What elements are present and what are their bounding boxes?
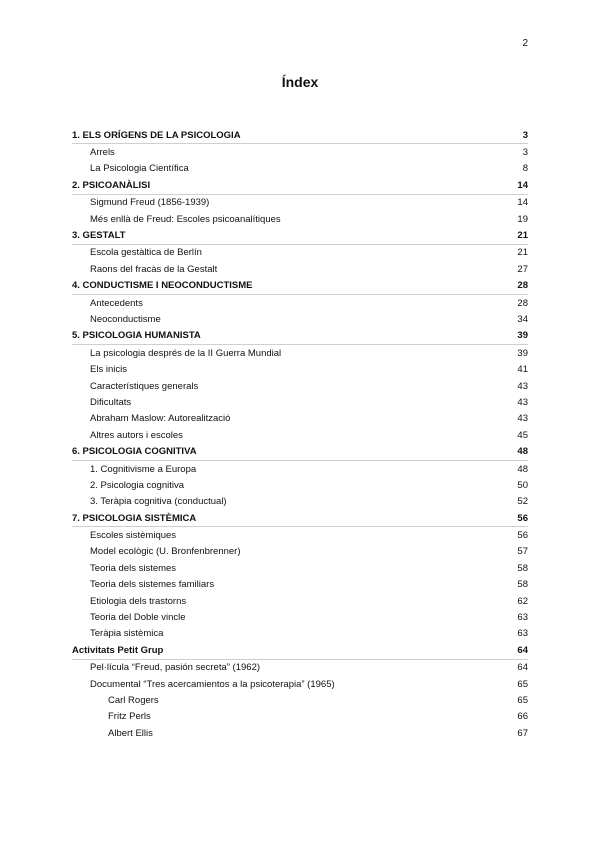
toc-entry-page: 64	[517, 662, 528, 674]
toc-subsection-entry	[72, 560, 528, 576]
toc-entry-label: 3. Teràpia cognitiva (conductual)	[90, 496, 227, 508]
toc-entry-page: 58	[517, 562, 528, 574]
toc-entry-label: Carl Rogers	[108, 694, 159, 706]
toc-entry-label: Abraham Maslow: Autorealització	[90, 413, 231, 425]
table-of-contents	[72, 127, 528, 741]
toc-subsection-entry	[72, 394, 528, 410]
toc-entry-page: 64	[517, 644, 528, 656]
toc-section-entry	[72, 328, 528, 345]
toc-entry-page: 43	[517, 380, 528, 392]
toc-entry-page: 39	[517, 347, 528, 359]
toc-subsection-entry	[72, 161, 528, 177]
toc-entry-label: Pel·lícula “Freud, pasión secreta” (1962)	[90, 662, 261, 674]
toc-entry-page: 28	[517, 280, 528, 292]
toc-entry-page: 45	[517, 429, 528, 441]
toc-subsection-entry	[72, 725, 528, 741]
toc-subsection-entry	[72, 676, 528, 692]
toc-subsection-entry	[72, 709, 528, 725]
toc-entry-label: Arrels	[90, 147, 115, 159]
toc-subsection-entry	[72, 211, 528, 227]
toc-subsection-entry	[72, 593, 528, 609]
toc-entry-page: 48	[517, 463, 528, 475]
toc-entry-page: 66	[517, 711, 528, 723]
page-title: Índex	[281, 74, 319, 90]
toc-entry-page: 58	[517, 579, 528, 591]
toc-entry-label: Dificultats	[90, 396, 132, 408]
toc-entry-page: 52	[517, 496, 528, 508]
toc-entry-page: 56	[517, 512, 528, 524]
toc-entry-label: Etiologia dels trastorns	[90, 595, 187, 607]
toc-subsection-entry	[72, 427, 528, 443]
toc-section-entry	[72, 127, 528, 144]
toc-subsection-entry	[72, 345, 528, 361]
toc-entry-page: 19	[517, 213, 528, 225]
toc-entry-page: 56	[517, 530, 528, 542]
toc-subsection-entry	[72, 544, 528, 560]
toc-entry-page: 3	[522, 147, 528, 159]
toc-entry-label: Els inicis	[90, 364, 127, 376]
toc-subsection-entry	[72, 477, 528, 493]
toc-subsection-entry	[72, 361, 528, 377]
toc-subsection-entry	[72, 261, 528, 277]
toc-subsection-entry	[72, 245, 528, 261]
toc-section-entry	[72, 177, 528, 194]
toc-entry-page: 39	[517, 330, 528, 342]
toc-entry-label: 1. Cognitivisme a Europa	[90, 463, 197, 475]
toc-entry-label: Escoles sistèmiques	[90, 530, 177, 542]
toc-subsection-entry	[72, 577, 528, 593]
toc-entry-page: 21	[517, 247, 528, 259]
toc-entry-label: Albert Ellis	[108, 727, 153, 739]
toc-entry-label: Teoria del Doble vincle	[90, 612, 186, 624]
toc-entry-page: 43	[517, 413, 528, 425]
toc-subsection-entry	[72, 311, 528, 327]
toc-entry-page: 50	[517, 479, 528, 491]
toc-entry-label: Teràpia sistèmica	[90, 628, 164, 640]
toc-entry-page: 43	[517, 396, 528, 408]
toc-subsection-entry	[72, 626, 528, 642]
toc-section-entry	[72, 443, 528, 460]
toc-entry-page: 21	[517, 230, 528, 242]
toc-subsection-entry	[72, 494, 528, 510]
toc-entry-label: Característiques generals	[90, 380, 199, 392]
toc-entry-label: La Psicologia Científica	[90, 163, 189, 175]
toc-entry-label: Antecedents	[90, 297, 143, 309]
toc-section-entry	[72, 227, 528, 244]
toc-entry-page: 41	[517, 364, 528, 376]
toc-entry-page: 14	[517, 179, 528, 191]
toc-entry-label: Documental “Tres acercamientos a la psicoterapia” (1965)	[90, 678, 335, 690]
toc-entry-page: 65	[517, 678, 528, 690]
toc-entry-label: Raons del fracàs de la Gestalt	[90, 263, 218, 275]
toc-entry-page: 14	[517, 197, 528, 209]
toc-entry-label: Neoconductisme	[90, 313, 161, 325]
toc-entry-label: Escola gestàltica de Berlín	[90, 247, 202, 259]
toc-subsection-entry	[72, 411, 528, 427]
toc-entry-label: Teoria dels sistemes familiars	[90, 579, 215, 591]
toc-entry-page: 28	[517, 297, 528, 309]
toc-entry-label: Altres autors i escoles	[90, 429, 183, 441]
toc-entry-page: 65	[517, 694, 528, 706]
toc-entry-page: 8	[522, 163, 528, 175]
toc-entry-label: 5. PSICOLOGIA HUMANISTA	[72, 330, 201, 342]
toc-entry-label: Teoria dels sistemes	[90, 562, 177, 574]
toc-entry-label: 2. PSICOANÀLISI	[72, 179, 151, 191]
toc-entry-label: 2. Psicologia cognitiva	[90, 479, 184, 491]
toc-entry-label: 4. CONDUCTISME I NEOCONDUCTISME	[72, 280, 253, 292]
toc-entry-label: 3. GESTALT	[72, 230, 126, 242]
toc-subsection-entry	[72, 195, 528, 211]
toc-entry-label: 1. ELS ORÍGENS DE LA PSICOLOGIA	[72, 129, 241, 141]
toc-entry-label: Activitats Petit Grup	[72, 644, 164, 656]
toc-entry-page: 63	[517, 612, 528, 624]
toc-subsection-entry	[72, 660, 528, 676]
toc-subsection-entry	[72, 692, 528, 708]
toc-section-entry	[72, 642, 528, 659]
toc-subsection-entry	[72, 378, 528, 394]
toc-subsection-entry	[72, 295, 528, 311]
toc-section-entry	[72, 510, 528, 527]
toc-entry-page: 67	[517, 727, 528, 739]
toc-entry-label: 7. PSICOLOGIA SISTÈMICA	[72, 512, 197, 524]
toc-entry-label: Fritz Perls	[108, 711, 151, 723]
toc-entry-page: 57	[517, 546, 528, 558]
toc-entry-label: 6. PSICOLOGIA COGNITIVA	[72, 446, 197, 458]
toc-subsection-entry	[72, 527, 528, 543]
toc-entry-label: La psicologia després de la II Guerra Mundial	[90, 347, 282, 359]
toc-entry-label: Sigmund Freud (1856-1939)	[90, 197, 210, 209]
toc-section-entry	[72, 278, 528, 295]
toc-entry-page: 48	[517, 446, 528, 458]
toc-entry-page: 62	[517, 595, 528, 607]
toc-entry-page: 63	[517, 628, 528, 640]
toc-subsection-entry	[72, 144, 528, 160]
toc-subsection-entry	[72, 461, 528, 477]
toc-entry-page: 34	[517, 313, 528, 325]
toc-subsection-entry	[72, 609, 528, 625]
toc-entry-label: Més enllà de Freud: Escoles psicoanalítiques	[90, 213, 281, 225]
toc-entry-page: 3	[522, 129, 528, 141]
page-number: 2	[522, 38, 528, 49]
toc-entry-label: Model ecològic (U. Bronfenbrenner)	[90, 546, 241, 558]
toc-entry-page: 27	[517, 263, 528, 275]
